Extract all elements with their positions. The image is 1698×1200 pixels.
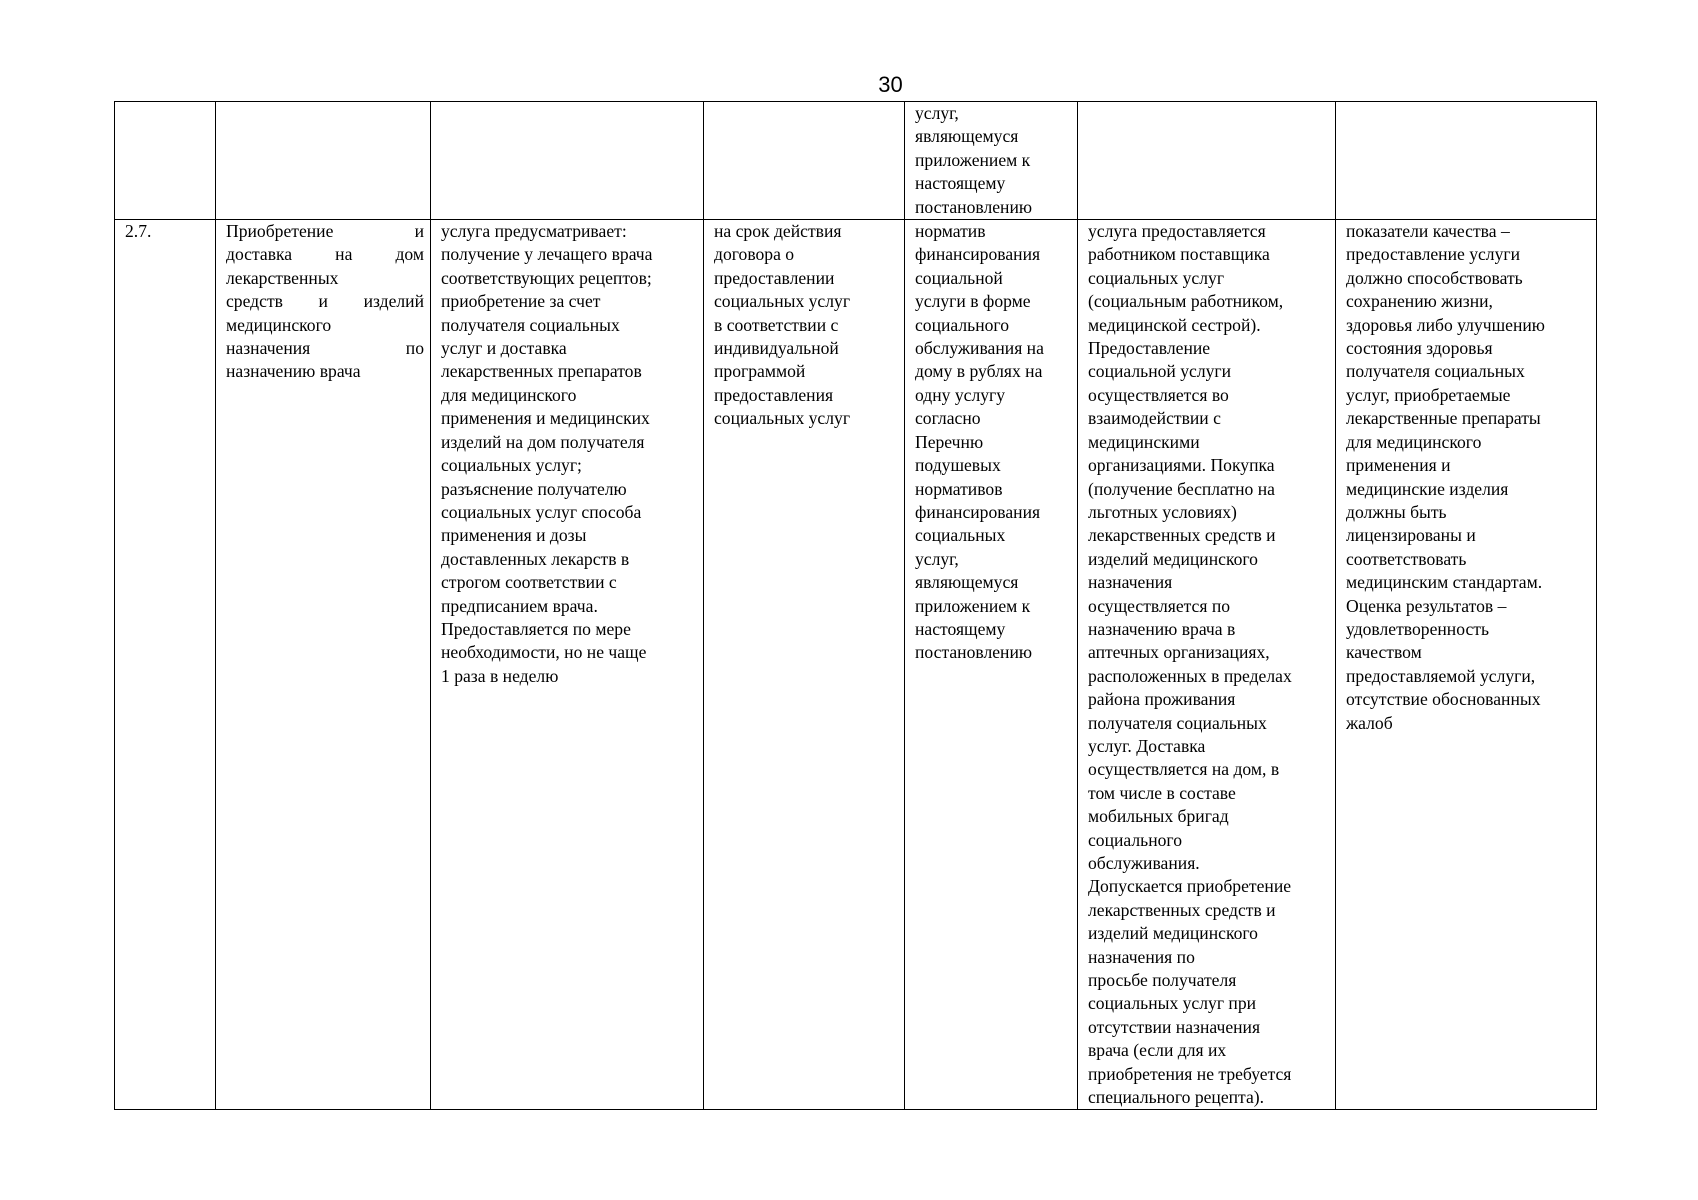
text-line: постановлению: [915, 642, 1033, 663]
text-line: отсутствие обоснованных: [1346, 689, 1541, 710]
text-line: предоставляемой услуги,: [1346, 665, 1536, 686]
text-line: медицинского: [226, 314, 332, 335]
text-line: услуги в форме: [915, 291, 1031, 312]
text-line: должно способствовать: [1346, 267, 1523, 288]
text-line: лекарственных средств и: [1088, 899, 1276, 920]
text-line: предоставления: [714, 384, 834, 405]
text-line: специального рецепта).: [1088, 1087, 1265, 1108]
text-line: получателя социальных: [1346, 361, 1525, 382]
cell-service-norm: [905, 220, 1078, 1110]
text-line: расположенных в пределах: [1088, 665, 1292, 686]
cell-service-conditions: [1078, 220, 1336, 1110]
page-number: 30: [878, 72, 903, 97]
text-line: услуга предоставляется: [1088, 221, 1266, 242]
text-line: соответствовать: [1346, 548, 1467, 569]
text-line: для медицинского: [441, 384, 577, 405]
cell-term-empty: [704, 102, 905, 220]
text-line: лекарственных: [226, 267, 339, 288]
text-line: врача (если для их: [1088, 1040, 1227, 1061]
text-line: изделий на дом получателя: [441, 431, 645, 452]
text-line: 1 раза в неделю: [441, 665, 559, 686]
text-line: программой: [714, 361, 806, 382]
text-line: организациями. Покупка: [1088, 455, 1275, 476]
cell-content-empty: [431, 102, 704, 220]
text-line: социальных: [915, 525, 1006, 546]
text-line: обслуживания.: [1088, 853, 1200, 873]
text-line: согласно: [915, 408, 981, 429]
text-line: лекарственных средств и: [1088, 525, 1276, 546]
text-line: дому в рублях на: [915, 361, 1043, 382]
text-line: приобретение за счет: [441, 291, 601, 312]
text-line: мобильных бригад: [1088, 806, 1229, 827]
text-line: применения и дозы: [441, 525, 587, 546]
text-line: получателя социальных: [1088, 712, 1267, 733]
cell-service-name: [216, 220, 431, 1110]
text-line: услуг. Доставка: [1088, 735, 1206, 756]
text-line: являющемуся: [915, 572, 1019, 593]
text-line: назначению врача в: [1088, 618, 1236, 639]
table-row-2-7: [115, 220, 1597, 1110]
text-line: нормативов: [915, 478, 1003, 499]
text-line: финансирования: [915, 501, 1041, 522]
text-line: услуг и доставка: [441, 338, 567, 359]
text-line: услуг,: [915, 548, 959, 569]
text-line: настоящему: [915, 173, 1006, 194]
text-line: приложением к: [915, 149, 1031, 170]
text-line: предоставление услуги: [1346, 244, 1521, 265]
text-line: для медицинского: [1346, 431, 1482, 452]
text-line: осуществляется на дом, в: [1088, 759, 1280, 780]
text-line: приобретения не требуется: [1088, 1063, 1292, 1084]
cell-service-quality: [1336, 220, 1597, 1110]
cell-service-content: [431, 220, 704, 1110]
text-line: состояния здоровья: [1346, 338, 1493, 359]
text-line: являющемуся: [915, 126, 1019, 147]
text-line: Оценка результатов –: [1346, 595, 1507, 616]
text-line: необходимости, но не чаще: [441, 642, 647, 663]
table-row-continuation: [115, 102, 1597, 220]
services-table: [114, 101, 1597, 1110]
text-line: предписанием врача.: [441, 595, 598, 616]
text-line: здоровья либо улучшению: [1346, 314, 1545, 335]
text-line: назначения по: [226, 338, 424, 359]
text-line: социального: [1088, 829, 1182, 850]
text-line: услуг,: [915, 103, 959, 123]
text-line: социальных услуг: [714, 291, 851, 312]
text-line: том числе в составе: [1088, 782, 1236, 803]
text-line: социального: [915, 314, 1009, 335]
cell-number-empty: [115, 102, 216, 220]
text-line: Перечню: [915, 431, 984, 452]
text-line: Приобретение и: [226, 221, 424, 242]
text-line: социальных услуг: [714, 408, 851, 429]
text-line: льготных условиях): [1088, 501, 1237, 522]
text-line: финансирования: [915, 244, 1041, 265]
text-line: медицинским стандартам.: [1346, 572, 1543, 593]
text-line: показатели качества –: [1346, 221, 1510, 242]
text-line: отсутствии назначения: [1088, 1016, 1261, 1037]
text-line: должны быть: [1346, 501, 1447, 522]
text-line: осуществляется во: [1088, 384, 1229, 405]
text-line: лекарственных препаратов: [441, 361, 642, 382]
cell-name-empty: [216, 102, 431, 220]
text-line: работником поставщика: [1088, 244, 1270, 265]
text-line: качеством: [1346, 642, 1422, 663]
text-line: социальных услуг способа: [441, 501, 642, 522]
text-line: медицинские изделия: [1346, 478, 1509, 499]
text-line: социальных услуг;: [441, 455, 582, 476]
text-line: настоящему: [915, 618, 1006, 639]
text-line: доставленных лекарств в: [441, 548, 630, 569]
text-line: на срок действия: [714, 221, 842, 242]
text-line: изделий медицинского: [1088, 548, 1258, 569]
text-line: социальных услуг при: [1088, 993, 1257, 1014]
text-line: социальных услуг: [1088, 267, 1225, 288]
text-line: (социальным работником,: [1088, 291, 1284, 312]
cell-service-term: [704, 220, 905, 1110]
text-line: приложением к: [915, 595, 1031, 616]
text-line: применения и: [1346, 455, 1451, 476]
text-line: медицинскими: [1088, 431, 1200, 452]
text-line: подушевых: [915, 455, 1001, 476]
text-line: получателя социальных: [441, 314, 620, 335]
text-line: социальной услуги: [1088, 361, 1232, 382]
text-line: назначения: [1088, 572, 1173, 593]
text-line: договора о: [714, 244, 795, 265]
cell-conditions-empty: [1078, 102, 1336, 220]
cell-norm-continuation: [905, 102, 1078, 220]
text-line: норматив: [915, 221, 986, 242]
text-line: назначения по: [1088, 946, 1195, 967]
text-line: осуществляется по: [1088, 595, 1231, 616]
text-line: медицинской сестрой).: [1088, 314, 1261, 335]
text-line: доставка на дом: [226, 244, 424, 265]
text-line: района проживания: [1088, 689, 1236, 710]
text-line: применения и медицинских: [441, 408, 650, 429]
text-line: постановлению: [915, 196, 1033, 217]
text-line: одну услугу: [915, 384, 1006, 405]
text-line: изделий медицинского: [1088, 923, 1258, 944]
text-line: индивидуальной: [714, 338, 839, 359]
text-line: обслуживания на: [915, 338, 1044, 359]
text-line: соответствующих рецептов;: [441, 267, 652, 288]
cell-quality-empty: [1336, 102, 1597, 220]
text-line: удовлетворенность: [1346, 618, 1489, 639]
text-line: лекарственные препараты: [1346, 408, 1541, 429]
text-line: взаимодействии с: [1088, 408, 1221, 429]
text-line: услуг, приобретаемые: [1346, 384, 1511, 405]
text-line: Допускается приобретение: [1088, 876, 1292, 897]
service-number: 2.7.: [125, 221, 152, 242]
text-line: услуга предусматривает:: [441, 221, 627, 242]
text-line: предоставлении: [714, 267, 835, 288]
text-line: Предоставление: [1088, 338, 1211, 359]
text-line: получение у лечащего врача: [441, 244, 653, 265]
text-line: в соответствии с: [714, 314, 839, 335]
text-line: (получение бесплатно на: [1088, 478, 1275, 499]
cell-service-number: [115, 220, 216, 1110]
text-line: жалоб: [1346, 712, 1393, 733]
text-line: сохранению жизни,: [1346, 291, 1493, 312]
text-line: просьбе получателя: [1088, 970, 1237, 991]
text-line: лицензированы и: [1346, 525, 1476, 546]
text-line: аптечных организациях,: [1088, 642, 1270, 663]
text-line: строгом соответствии с: [441, 572, 617, 593]
text-line: разъяснение получателю: [441, 478, 627, 499]
text-line: Предоставляется по мере: [441, 618, 631, 639]
text-line: средств и изделий: [226, 291, 424, 312]
text-line: назначению врача: [226, 361, 361, 382]
text-line: социальной: [915, 267, 1003, 288]
